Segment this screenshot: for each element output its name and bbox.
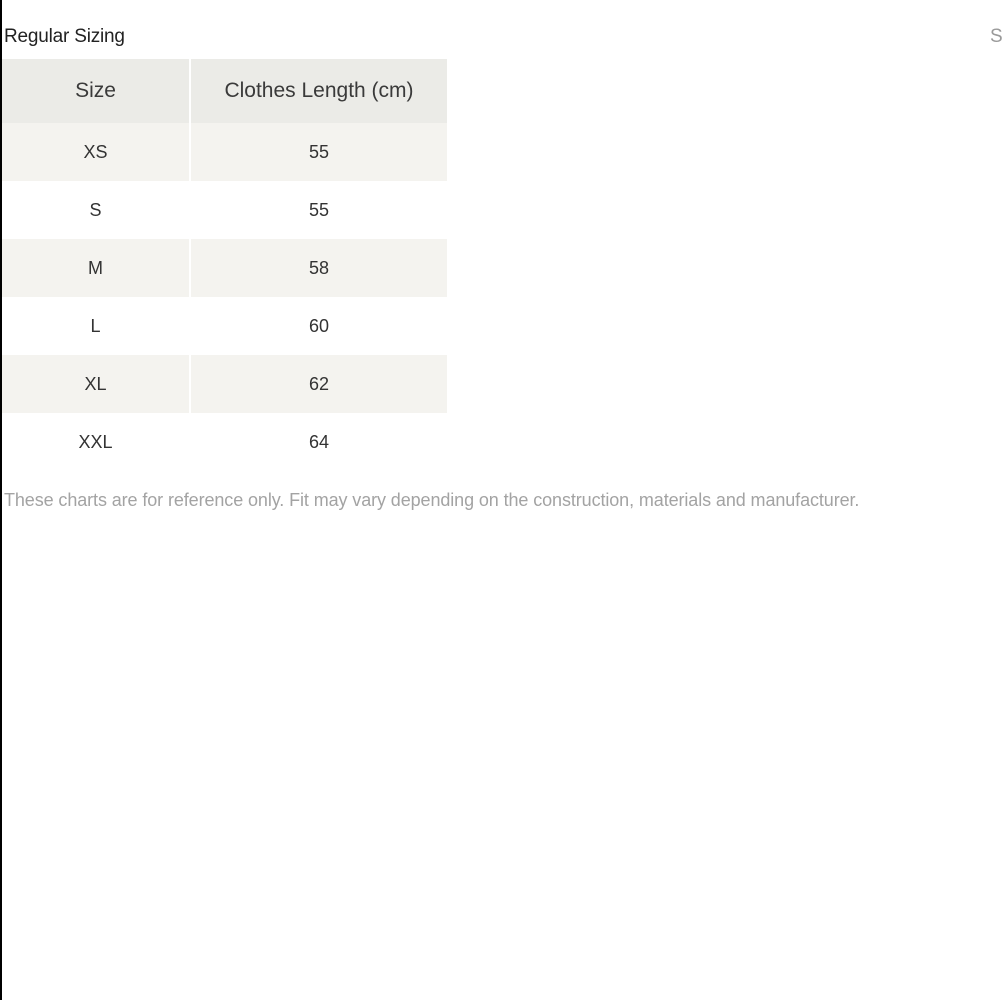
table-row	[2, 123, 447, 181]
length-cell: 55	[190, 123, 447, 181]
size-cell: M	[2, 239, 190, 297]
section-title: Regular Sizing	[4, 26, 125, 47]
header-size: Size	[2, 59, 190, 123]
length-cell: 58	[190, 239, 447, 297]
table-row	[2, 297, 447, 355]
table-row	[2, 239, 447, 297]
table-row	[2, 413, 447, 471]
size-cell: XS	[2, 123, 190, 181]
length-cell: 64	[190, 413, 447, 471]
length-cell: 60	[190, 297, 447, 355]
length-cell: 62	[190, 355, 447, 413]
cut-off-tab-label[interactable]: S	[990, 26, 1003, 47]
size-table	[2, 59, 447, 471]
size-cell: S	[2, 181, 190, 239]
table-row	[2, 355, 447, 413]
size-cell: XL	[2, 355, 190, 413]
length-cell: 55	[190, 181, 447, 239]
table-row	[2, 181, 447, 239]
table-header-row	[2, 59, 447, 123]
size-cell: XXL	[2, 413, 190, 471]
header-clothes-length: Clothes Length (cm)	[190, 59, 447, 123]
size-cell: L	[2, 297, 190, 355]
disclaimer-text: These charts are for reference only. Fit may vary depending on the construction, materials and manufacturer.	[4, 490, 860, 510]
